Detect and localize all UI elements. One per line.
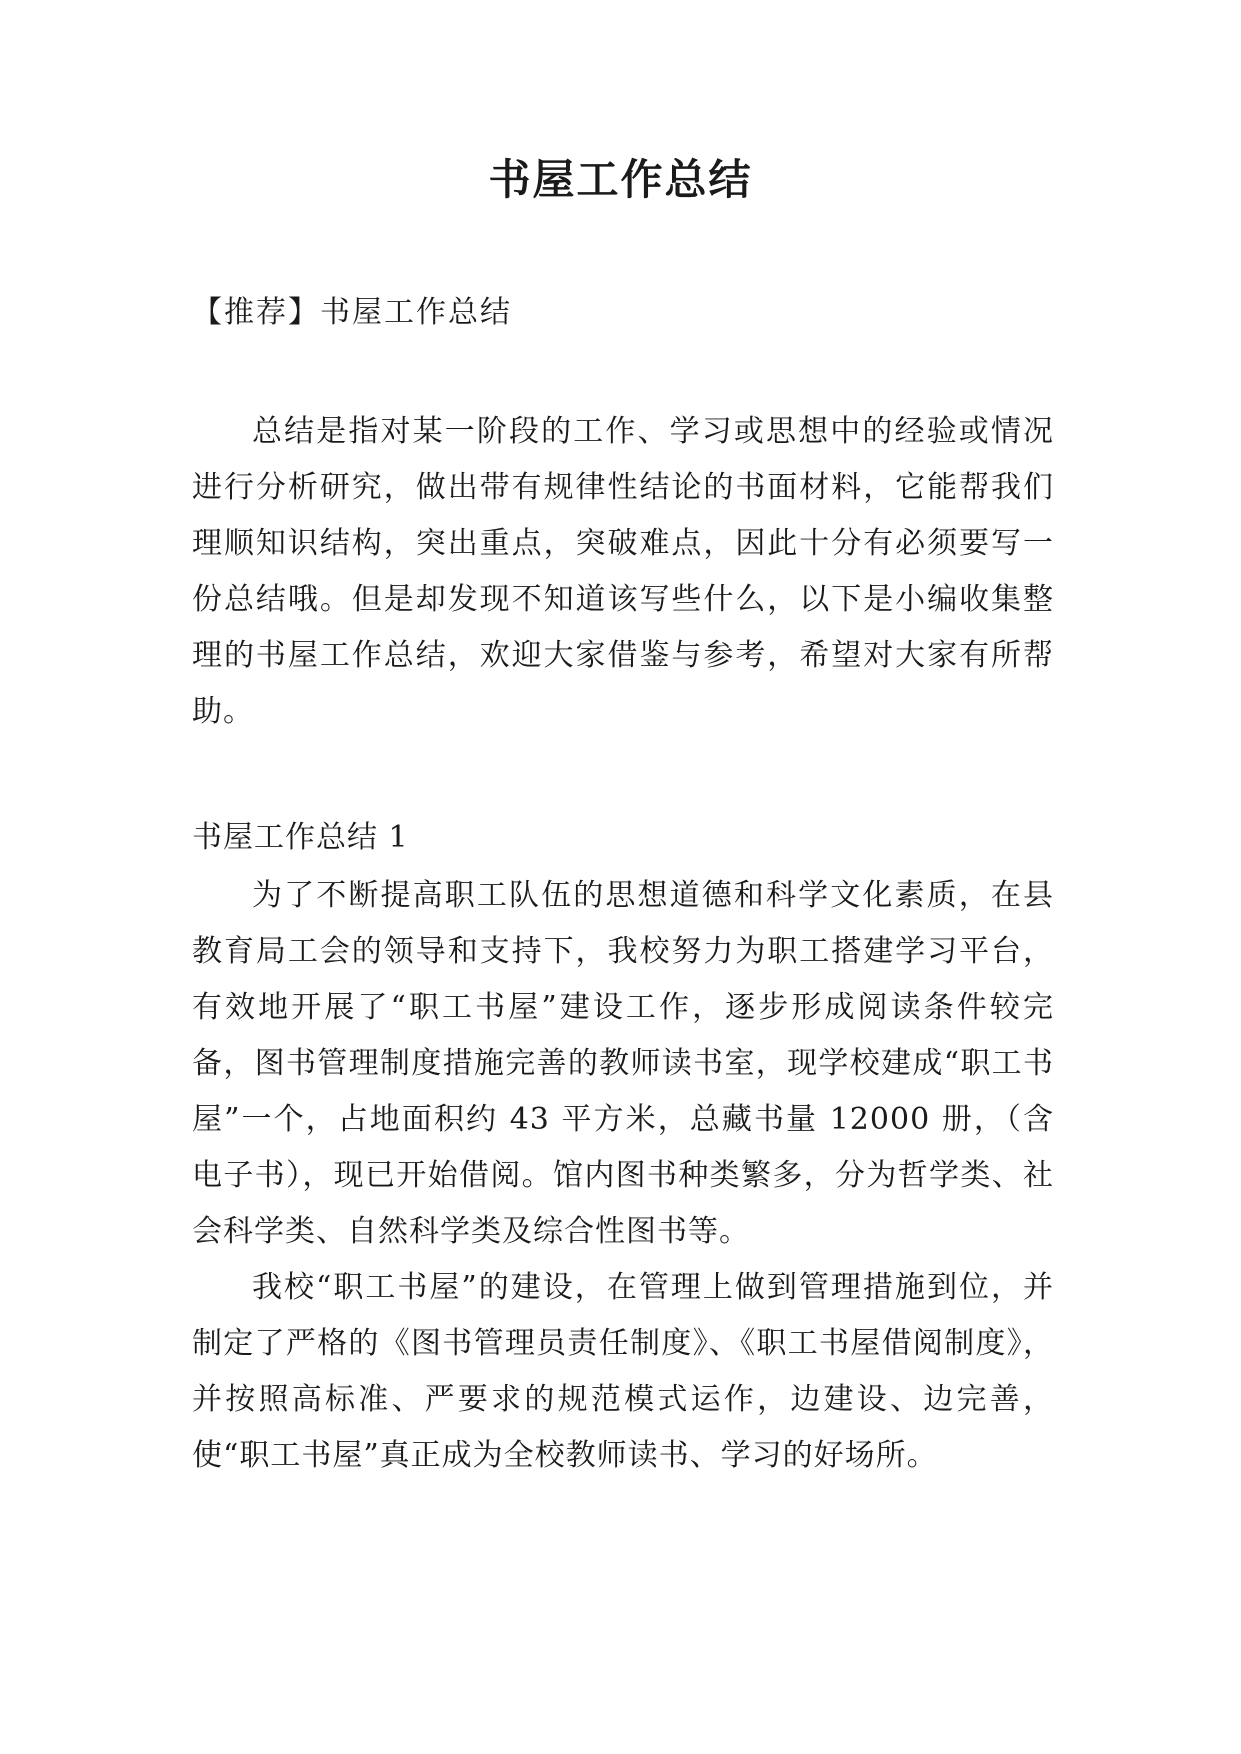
section-body — [192, 868, 1054, 1484]
document-subtitle: 【推荐】书屋工作总结 — [192, 295, 512, 330]
section-heading: 书屋工作总结 1 — [192, 820, 409, 855]
body-paragraph-2: 我校“职工书屋”的建设，在管理上做到管理措施到位，并制定了严格的《图书管理员责任制度》、《职工书屋借阅制度》，并按照高标准、严要求的规范模式运作，边建设、边完善，使“职工书屋”真正成为全校教师读书、学习的好场所。 — [192, 1270, 1054, 1473]
document-title: 书屋工作总结 — [488, 155, 753, 204]
body-paragraph-1: 为了不断提高职工队伍的思想道德和科学文化素质，在县教育局工会的领导和支持下，我校努力为职工搭建学习平台，有效地开展了“职工书屋”建设工作，逐步形成阅读条件较完备，图书管理制度措施完善的教师读书室，现学校建成“职工书屋”一个，占地面积约 43 平方米，总藏书量 12000 册，（含电子书），现已开始借阅。馆内图书种类繁多，分为哲学类、社会科学类、自然科学类及综合性图书等。 — [192, 878, 1054, 1249]
intro-paragraph: 总结是指对某一阶段的工作、学习或思想中的经验或情况进行分析研究，做出带有规律性结论的书面材料，它能帮我们理顺知识结构，突出重点，突破难点，因此十分有必须要写一份总结哦。但是却发现不知道该写些什么，以下是小编收集整理的书屋工作总结，欢迎大家借鉴与参考，希望对大家有所帮助。 — [192, 414, 1054, 729]
intro-section — [192, 404, 1054, 740]
